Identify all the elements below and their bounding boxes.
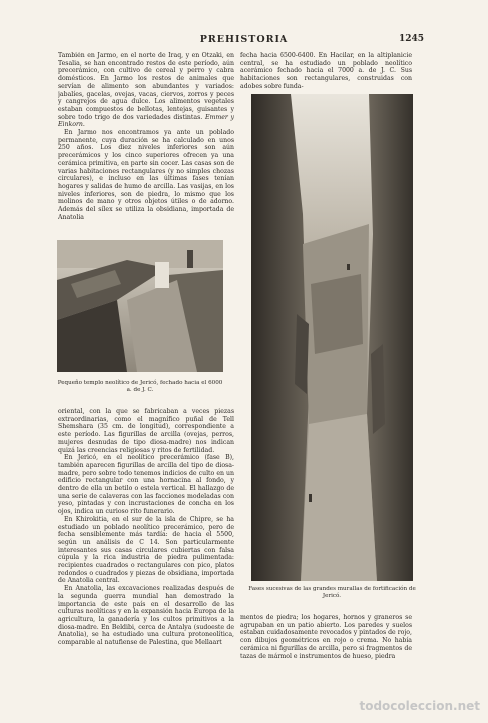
left-column-bottom xyxy=(58,408,234,678)
right-column-bottom xyxy=(240,614,412,678)
paragraph-jericho: En Jericó, en el neolítico precerámico (fase B), también aparecen figurillas de arcilla del tipo de diosa-madre, pero sobre todo tenemos indicios de culto en un edificio rectangular con una hornacina al fondo, y dentro de ella un betilo o estela vertical. El hallazgo de una serie de calaveras con las facciones modeladas con yeso, pintadas y con incrustaciones de concha en los ojos, indica un curioso rito funerario. xyxy=(58,454,234,516)
running-title: PREHISTORIA xyxy=(199,34,289,45)
right-column-top xyxy=(240,52,412,92)
walls-photo-image xyxy=(251,94,413,581)
photo-jericho-walls xyxy=(251,94,413,581)
caption-temple: Pequeño templo neolítico de Jericó, fechado hacia el 6000 a. de J. C. xyxy=(57,380,223,393)
paragraph-anatolia-obsidian: oriental, con la que se fabricaban a veces piezas extraordinarias, como el magnífico puñal de Tell Shemshara (35 cm. de longitud), correspondiente a este período. Las figurillas de arcilla (ovejas, perros, mujeres desnudas de tipo diosa-madre) nos indican quizá las creencias religiosas y ritos de fertilidad. xyxy=(58,408,234,454)
emphasis-text: Emmer y Einkorn. xyxy=(58,113,234,129)
paragraph-khirokitia: En Khirokitia, en el sur de la isla de Chipre, se ha estudiado un poblado neolítico precerámico, pero de fecha sensiblemente más tardía: de hacia el 5500, según un análisis de C 14. Son particularmente interesantes sus casas circulares cubiertas con falsa cúpula y la rica industria de piedra pulimentada: recipientes cuadrados o rectangulares con pico, platos redondos o cuadrados y piezas de obsidiana, importada de Anatolia central. xyxy=(58,515,234,585)
photo-temple-jericho xyxy=(57,240,223,372)
paragraph-hacilar-continued: mentos de piedra; los hogares, hornos y graneros se agrupaban en un patio abierto. Los paredes y suelos estaban cuidadosamente revocados y pintados de rojo, con dibujos geométricos en rojo o crema. No había cerámica ni figurillas de arcilla, pero si fragmentos de tazas de mármol e instrumentos de hueso, piedra xyxy=(240,614,412,660)
paragraph-jarmo-otzaki: También en Jarmo, en el norte de Iraq, y en Otzaki, en Tesalia, se han encontrado restos de este período, aún precerámico, con cultivo de cereal y perro y cabra domésticos. En Jarmo los restos de animales que servían de alimento son abundantes y variados: jabalíes, gacelas, ovejas, vacas, ciervos, zorros y peces y cangrejos de agua dulce. Los alimentos vegetales estaban compuestos de bellotas, lentejas, guisantes y sobre todo trigo de dos variedades distintas. Emmer y Einkorn. xyxy=(58,52,234,129)
page-number: 1245 xyxy=(398,34,424,44)
temple-photo-image xyxy=(57,240,223,372)
paragraph-hacilar: fecha hacia 6500-6400. En Hacilar, en la altiplanicie central, se ha estudiado un poblado neolítico acerámico fechado hacia el 7000 a. de J. C. Sus habitaciones son rectangulares, construidas con adobes sobre funda- xyxy=(240,52,412,90)
caption-walls: Fases sucesivas de las grandes murallas de fortificación de Jericó. xyxy=(248,586,416,599)
paragraph-jarmo-poblado: En Jarmo nos encontramos ya ante un poblado permanente, cuya duración se ha calculado en unos 250 años. Los diez niveles inferiores son aún precerámicos y los cinco superiores ofrecen ya una cerámica primitiva, en parte sin cocer. Las casas son de varias habitaciones rectangulares (y no simples chozas circulares), e incluso en las últimas fases tenían hogares y salidas de humo de arcilla. Las vasijas, en los niveles inferiores, son de piedra, lo mismo que los molinos de mano y otros objetos útiles o de adorno. Además del sílex se utiliza la obsidiana, importada de Anatolia xyxy=(58,129,234,221)
paragraph-anatolia: En Anatolia, las excavaciones realizadas después de la segunda guerra mundial han demostrado la importancia de este país en el desarrollo de las culturas neolíticas y en la expansión hacia Europa de la agricultura, la ganadería y los cultos primitivos a la diosa-madre. En Beldibi, cerca de Antalya (sudoeste de Anatolia), se ha estudiado una cultura protoneolítica, comparable al natufiense de Palestina, que Mellaart xyxy=(58,585,234,647)
watermark-logo: todocoleccion.net xyxy=(359,699,480,713)
page-header xyxy=(0,34,488,48)
